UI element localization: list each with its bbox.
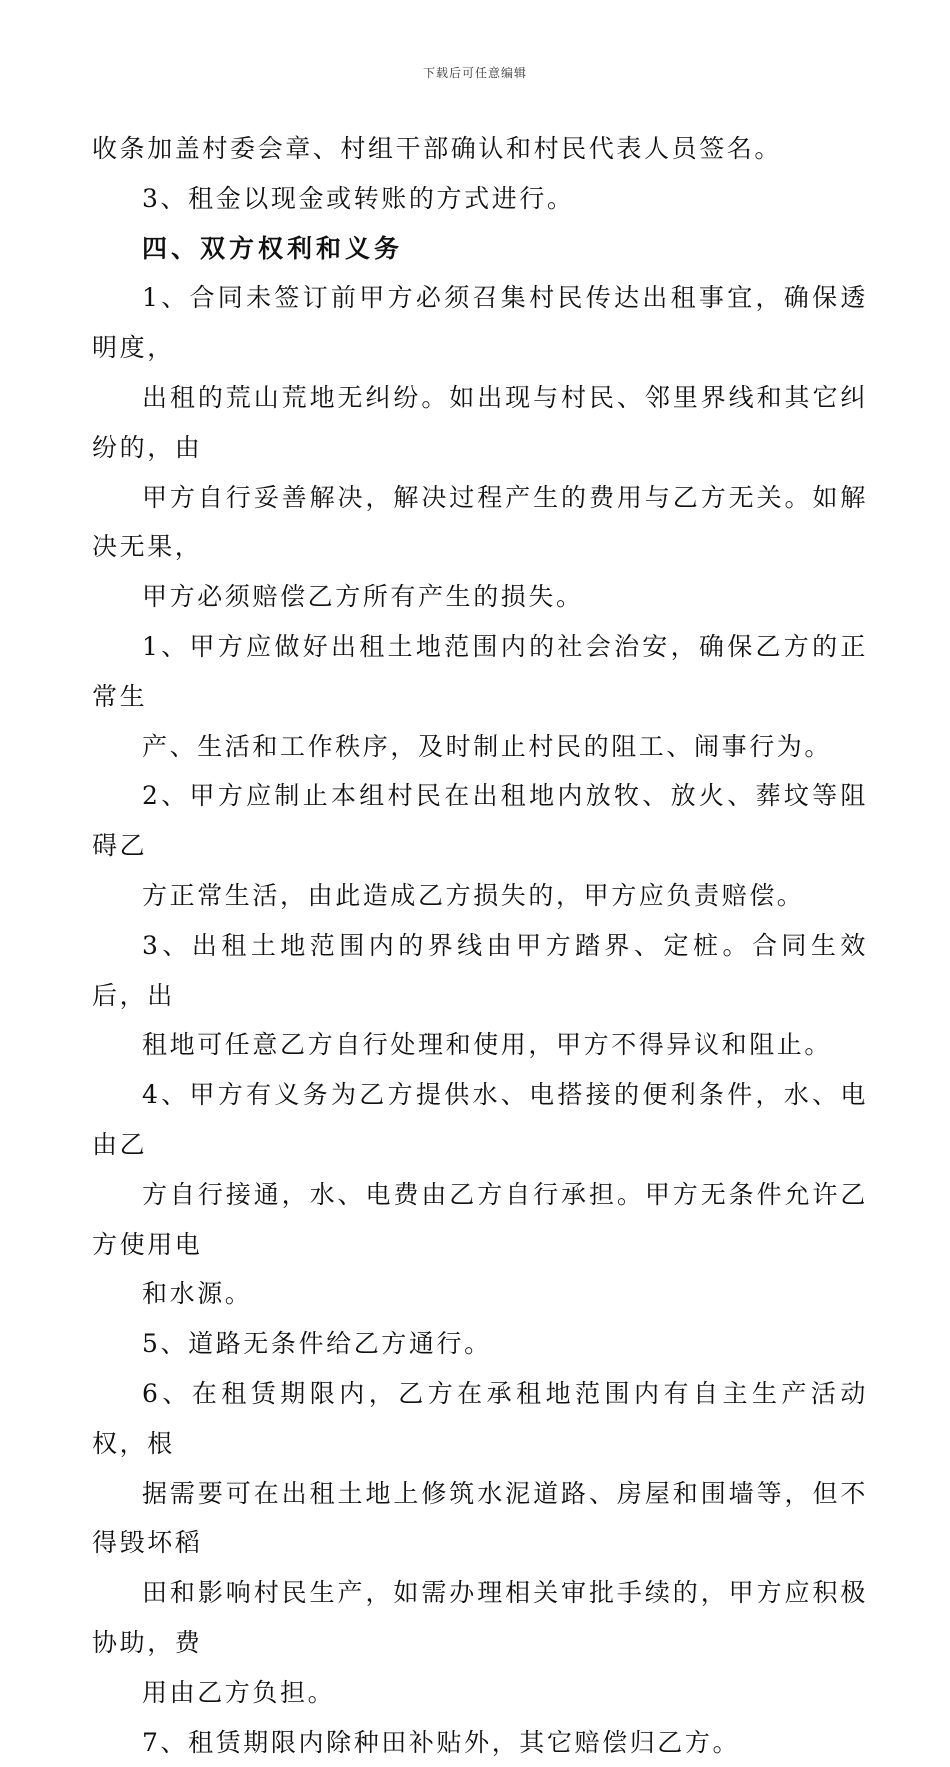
paragraph-line: 甲方自行妥善解决，解决过程产生的费用与乙方无关。如解决无果， — [92, 473, 868, 573]
paragraph-line: 和水源。 — [92, 1269, 868, 1319]
section-heading — [92, 224, 868, 274]
paragraph-line: 1、甲方应做好出租土地范围内的社会治安，确保乙方的正常生 — [92, 622, 868, 722]
paragraph-line: 2、甲方应制止本组村民在出租地内放牧、放火、葬坟等阻碍乙 — [92, 771, 868, 871]
paragraph-line: 3、租金以现金或转账的方式进行。 — [92, 174, 868, 224]
paragraph-line: 田和影响村民生产，如需办理相关审批手续的，甲方应积极协助，费 — [92, 1568, 868, 1668]
paragraph-line: 四、双方权利和义务 — [92, 224, 868, 274]
paragraph-line: 1、合同未签订前甲方必须召集村民传达出租事宜，确保透明度， — [92, 273, 868, 373]
paragraph-line: 产、生活和工作秩序，及时制止村民的阻工、闹事行为。 — [92, 722, 868, 772]
paragraph-line: 收条加盖村委会章、村组干部确认和村民代表人员签名。 — [92, 124, 868, 174]
body-paragraph — [92, 1319, 868, 1369]
paragraph-line: 租地可任意乙方自行处理和使用，甲方不得异议和阻止。 — [92, 1020, 868, 1070]
body-paragraph — [92, 1369, 868, 1718]
paragraph-line: 5、道路无条件给乙方通行。 — [92, 1319, 868, 1369]
paragraph-line: 方自行接通，水、电费由乙方自行承担。甲方无条件允许乙方使用电 — [92, 1170, 868, 1270]
body-paragraph — [92, 273, 868, 622]
paragraph-line: 7、租赁期限内除种田补贴外，其它赔偿归乙方。 — [92, 1718, 868, 1767]
body-paragraph — [92, 124, 868, 174]
body-paragraph — [92, 1718, 868, 1767]
paragraph-line: 用由乙方负担。 — [92, 1668, 868, 1718]
body-paragraph — [92, 771, 868, 920]
paragraph-line: 出租的荒山荒地无纠纷。如出现与村民、邻里界线和其它纠纷的，由 — [92, 373, 868, 473]
body-paragraph — [92, 921, 868, 1070]
paragraph-line: 3、出租土地范围内的界线由甲方踏界、定桩。合同生效后，出 — [92, 921, 868, 1021]
body-paragraph — [92, 1070, 868, 1319]
paragraph-line: 6、在租赁期限内，乙方在承租地范围内有自主生产活动权，根 — [92, 1369, 868, 1469]
paragraph-line: 甲方必须赔偿乙方所有产生的损失。 — [92, 572, 868, 622]
paragraph-line: 4、甲方有义务为乙方提供水、电搭接的便利条件，水、电由乙 — [92, 1070, 868, 1170]
document-body — [92, 124, 868, 1767]
body-paragraph — [92, 622, 868, 771]
page-header-note: 下载后可任意编辑 — [0, 64, 950, 81]
paragraph-line: 方正常生活，由此造成乙方损失的，甲方应负责赔偿。 — [92, 871, 868, 921]
body-paragraph — [92, 174, 868, 224]
paragraph-line: 据需要可在出租土地上修筑水泥道路、房屋和围墙等，但不得毁坏稻 — [92, 1469, 868, 1569]
